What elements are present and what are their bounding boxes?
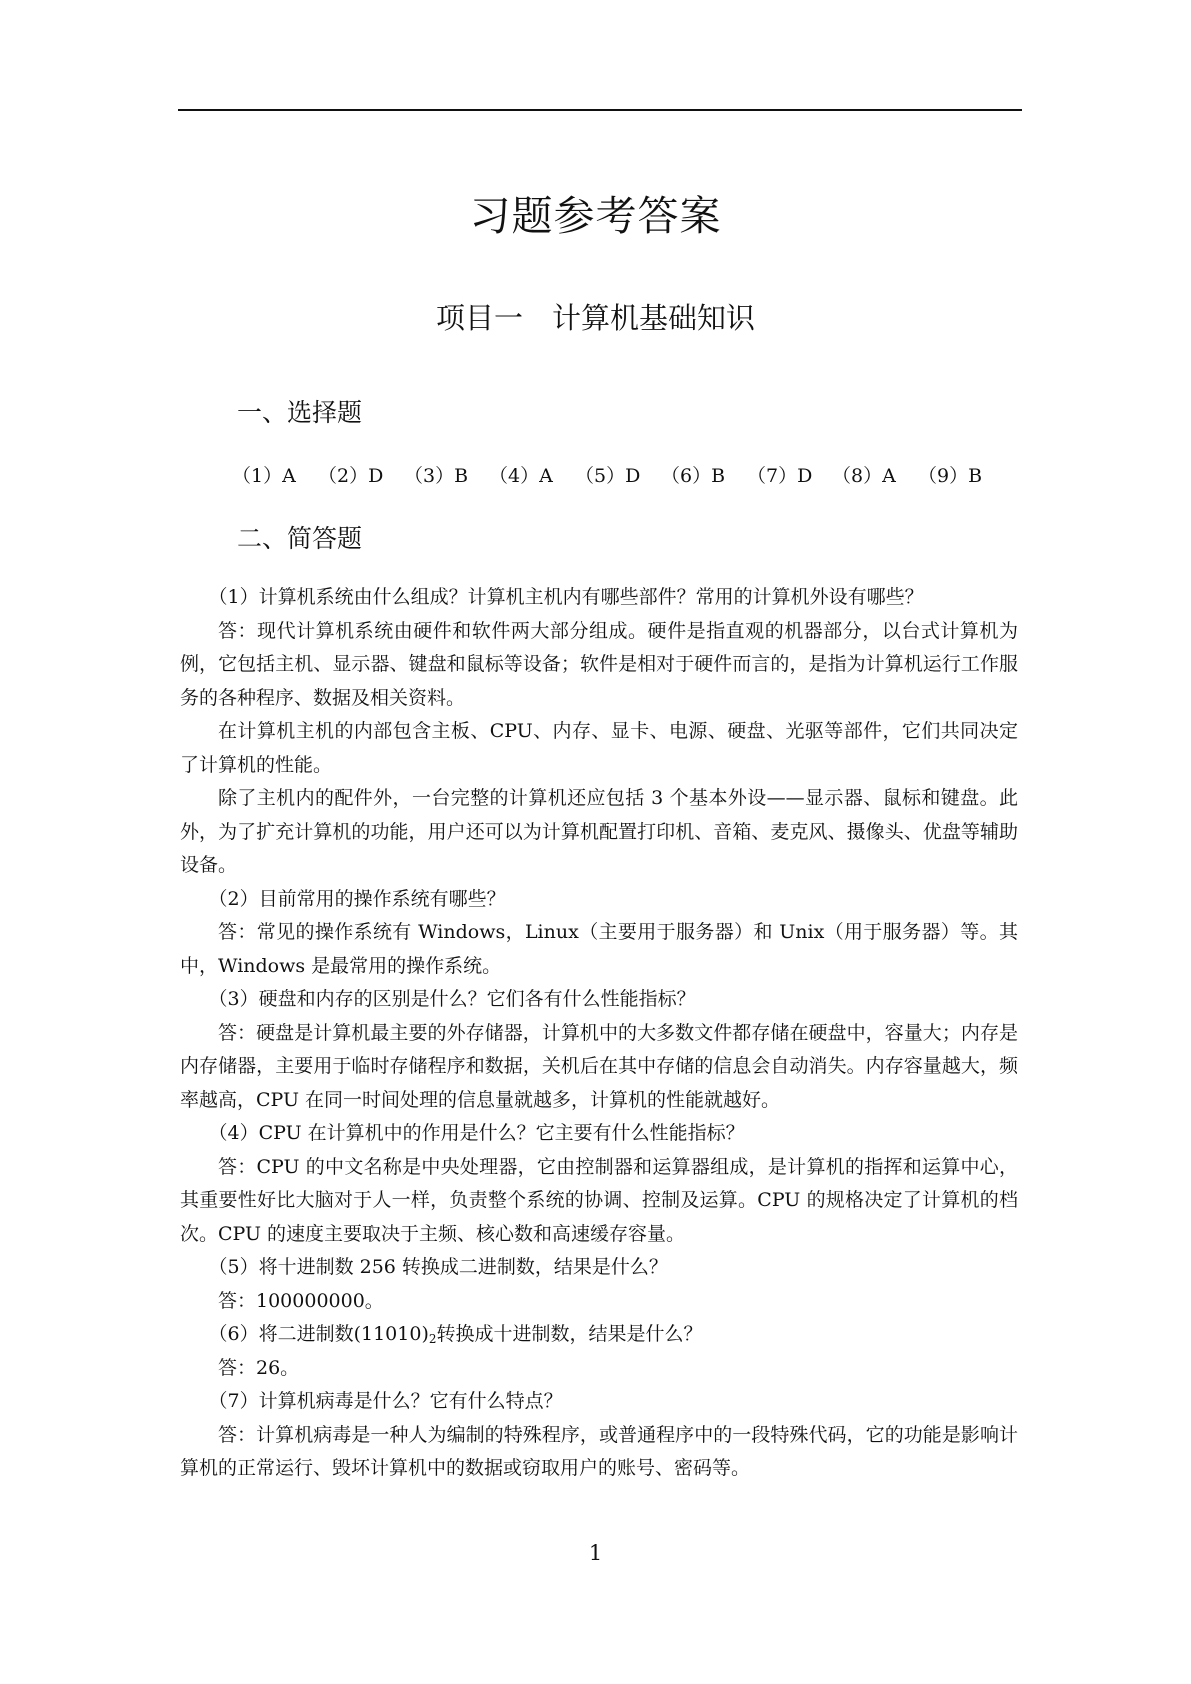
short-answer-body (180, 581, 1018, 1486)
choice-answer-3: （3）B (404, 465, 469, 487)
choice-answer-5: （5）D (575, 465, 641, 487)
question-3: （3）硬盘和内存的区别是什么？它们各有什么性能指标？ (208, 988, 696, 1010)
choice-answer-7: （7）D (747, 465, 813, 487)
choice-answers (232, 461, 992, 491)
question-1: （1）计算机系统由什么组成？计算机主机内有哪些部件？常用的计算机外设有哪些？ (208, 586, 924, 608)
choice-answer-2: （2）D (318, 465, 384, 487)
answer-6: 答：26。 (218, 1356, 300, 1379)
answer-4: 答：CPU 的中文名称是中央处理器，它由控制器和运算器组成，是计算机的指挥和运算中心，其重要性好比大脑对于人一样，负责整个系统的协调、控制及运算。CPU 的规格决定了计算机的档次。CPU 的速度主要取决于主频、核心数和高速缓存容量。 (180, 1155, 1018, 1245)
answer-1-hardware-software: 答：现代计算机系统由硬件和软件两大部分组成。硬件是指直观的机器部分，以台式计算机为例，它包括主机、显示器、键盘和鼠标等设备；软件是相对于硬件而言的，是指为计算机运行工作服务的各种程序、数据及相关资料。 (180, 619, 1018, 709)
section-heading-choice: 一、选择题 (237, 398, 363, 427)
choice-answer-4: （4）A (489, 465, 553, 487)
answer-7: 答：计算机病毒是一种人为编制的特殊程序，或普通程序中的一段特殊代码，它的功能是影响计算机的正常运行、毁坏计算机中的数据或窃取用户的账号、密码等。 (180, 1423, 1018, 1479)
question-6-subscript: 2 (428, 1332, 437, 1346)
question-5: （5）将十进制数 256 转换成二进制数，结果是什么？ (208, 1256, 668, 1278)
answer-1-peripherals: 除了主机内的配件外，一台完整的计算机还应包括 3 个基本外设——显示器、鼠标和键盘。此外，为了扩充计算机的功能，用户还可以为计算机配置打印机、音箱、麦克风、摄像头、优盘等辅助设备。 (180, 787, 1018, 876)
question-7: （7）计算机病毒是什么？它有什么特点？ (208, 1390, 563, 1412)
answer-3: 答：硬盘是计算机最主要的外存储器，计算机中的大多数文件都存储在硬盘中，容量大；内存是内存储器，主要用于临时存储程序和数据，关机后在其中存储的信息会自动消失。内存容量越大，频率越高，CPU 在同一时间处理的信息量就越多，计算机的性能就越好。 (180, 1021, 1018, 1111)
page-number: 1 (588, 1541, 603, 1565)
header-rule (178, 109, 1022, 111)
question-4: （4）CPU 在计算机中的作用是什么？它主要有什么性能指标？ (208, 1122, 745, 1144)
answer-5: 答：100000000。 (218, 1289, 384, 1312)
question-6 (180, 1318, 1018, 1352)
answer-1-components: 在计算机主机的内部包含主板、CPU、内存、显卡、电源、硬盘、光驱等部件，它们共同决定了计算机的性能。 (180, 720, 1018, 776)
choice-answer-9: （9）B (918, 465, 983, 487)
choice-answer-6: （6）B (661, 465, 726, 487)
choice-answer-8: （8）A (832, 465, 896, 487)
question-6-after: 转换成十进制数，结果是什么？ (436, 1323, 703, 1345)
choice-answer-1: （1）A (232, 465, 296, 487)
question-6-before: （6）将二进制数(11010) (208, 1323, 429, 1345)
question-2: （2）目前常用的操作系统有哪些？ (208, 887, 506, 910)
section-heading-short: 二、简答题 (237, 524, 363, 553)
document-title: 习题参考答案 (469, 192, 722, 240)
project-title: 项目一 计算机基础知识 (435, 301, 755, 335)
answer-2: 答：常见的操作系统有 Windows，Linux（主要用于服务器）和 Unix（用于服务器）等。其中，Windows 是最常用的操作系统。 (180, 921, 1018, 977)
